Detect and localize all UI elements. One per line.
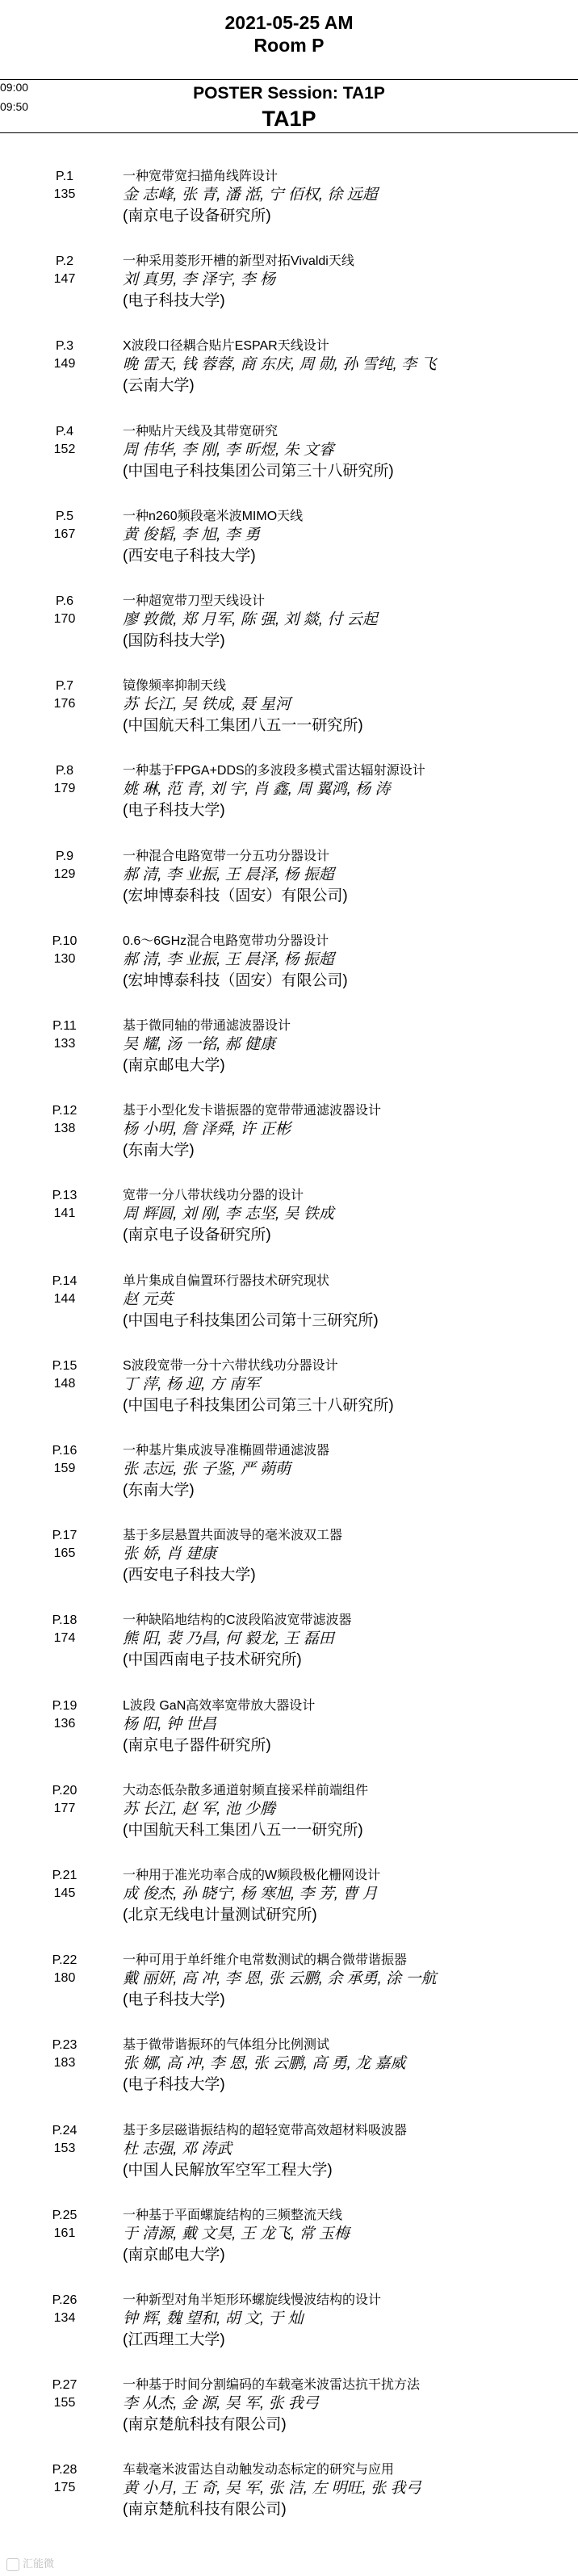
paper-id: 133: [53, 1037, 76, 1051]
paper-affiliation: (东南大学): [123, 1482, 195, 1499]
paper-title: 一种超宽带刀型天线设计: [123, 594, 266, 608]
paper-details: [123, 762, 575, 821]
paper-title: 大动态低杂散多通道射频直接采样前端组件: [123, 1784, 369, 1798]
paper-authors: 赵 元英: [123, 1291, 174, 1308]
paper-authors: 李 从杰, 金 源, 吴 军, 张 我弓: [123, 2395, 319, 2412]
paper-number: P.10: [52, 934, 77, 948]
paper-title: 基于多层磁谐振结构的超轻宽带高效超材料吸波器: [123, 2124, 408, 2138]
paper-number: P.15: [52, 1359, 77, 1373]
paper-id: 170: [53, 612, 76, 626]
paper-affiliation: (江西理工大学): [123, 2331, 225, 2348]
paper-number-block: [48, 1952, 81, 1987]
paper-id: 149: [53, 357, 76, 371]
paper-authors: 周 伟华, 李 刚, 李 昕煜, 朱 文睿: [123, 442, 334, 459]
paper-number-block: [48, 2122, 81, 2158]
paper-id: 165: [53, 1546, 76, 1560]
paper-authors: 张 娜, 高 冲, 李 恩, 张 云鹏, 高 勇, 龙 嘉威: [123, 2055, 406, 2072]
paper-details: [123, 168, 575, 227]
paper-title: L波段 GaN高效率宽带放大器设计: [123, 1699, 316, 1713]
paper-id: 141: [53, 1206, 76, 1220]
paper-number: P.19: [52, 1699, 77, 1713]
paper-number-block: [48, 1442, 81, 1478]
paper-number: P.11: [52, 1019, 77, 1033]
paper-affiliation: (北京无线电计量测试研究所): [123, 1907, 317, 1924]
paper-title: 基于微同轴的带通滤波器设计: [123, 1019, 291, 1033]
paper-affiliation: (电子科技大学): [123, 802, 225, 819]
paper-authors: 周 辉圆, 刘 刚, 李 志坚, 吴 铁成: [123, 1206, 334, 1223]
paper-affiliation: (东南大学): [123, 1142, 195, 1159]
paper-number: P.23: [52, 2038, 77, 2052]
paper-number-block: [48, 1273, 81, 1308]
paper-title: 一种可用于单纤维介电常数测试的耦合微带谐振器: [123, 1953, 408, 1967]
paper-title: X波段口径耦合贴片ESPAR天线设计: [123, 339, 329, 353]
paper-id: 167: [53, 527, 76, 541]
paper-title: 一种基于FPGA+DDS的多波段多模式雷达辐射源设计: [123, 764, 425, 778]
paper-number-block: [48, 253, 81, 288]
paper-affiliation: (中国电子科技集团公司第三十八研究所): [123, 463, 394, 480]
paper-details: [123, 508, 575, 567]
paper-number-block: [48, 678, 81, 713]
paper-authors: 苏 长江, 吴 铁成, 聂 星河: [123, 696, 291, 713]
paper-number-block: [48, 423, 81, 459]
paper-title: 镜像频率抑制天线: [123, 679, 227, 693]
paper-number: P.20: [52, 1784, 77, 1798]
paper-affiliation: (中国电子科技集团公司第十三研究所): [123, 1312, 379, 1329]
paper-affiliation: (南京楚航科技有限公司): [123, 2416, 287, 2433]
paper-title: 宽带一分八带状线功分器的设计: [123, 1189, 304, 1202]
paper-number-block: [48, 2037, 81, 2072]
paper-authors: 苏 长江, 赵 军, 池 少腾: [123, 1801, 275, 1818]
paper-id: 147: [53, 272, 76, 286]
paper-title: 一种宽带宽扫描角线阵设计: [123, 170, 279, 183]
paper-affiliation: (南京电子器件研究所): [123, 1737, 271, 1754]
paper-number: P.1: [56, 170, 73, 183]
paper-authors: 刘 真男, 李 泽宇, 李 杨: [123, 271, 275, 288]
paper-number-block: [48, 2207, 81, 2242]
paper-number: P.28: [52, 2463, 77, 2477]
paper-details: [123, 1527, 575, 1586]
paper-number: P.21: [52, 1869, 77, 1882]
paper-details: [123, 1017, 575, 1076]
paper-affiliation: (西安电子科技大学): [123, 1567, 256, 1584]
paper-id: 176: [53, 697, 76, 711]
paper-details: [123, 1867, 575, 1926]
paper-authors: 杨 阳, 钟 世昌: [123, 1716, 217, 1733]
paper-number-block: [48, 1187, 81, 1223]
paper-details: [123, 933, 575, 992]
paper-authors: 张 娇, 肖 建康: [123, 1546, 217, 1563]
paper-number: P.13: [52, 1189, 77, 1202]
session-start-time: 09:00: [0, 81, 29, 94]
paper-affiliation: (南京邮电大学): [123, 1057, 225, 1074]
paper-authors: 晚 雷天, 钱 蓉蓉, 商 东庆, 周 勋, 孙 雪纯, 李 飞: [123, 356, 437, 373]
paper-details: [123, 1952, 575, 2011]
paper-affiliation: (中国航天科工集团八五一一研究所): [123, 1822, 363, 1839]
paper-title: 一种混合电路宽带一分五功分器设计: [123, 850, 330, 863]
paper-number-block: [48, 2377, 81, 2412]
paper-number-block: [48, 762, 81, 798]
paper-title: S波段宽带一分十六带状线功分器设计: [123, 1359, 338, 1373]
session-code: TA1P: [262, 107, 316, 131]
paper-authors: 黄 俊韬, 李 旭, 李 勇: [123, 527, 260, 543]
watermark-logo-icon: [6, 2558, 19, 2571]
paper-authors: 钟 辉, 魏 望和, 胡 文, 于 灿: [123, 2310, 304, 2327]
paper-number: P.3: [56, 339, 73, 353]
paper-id: 138: [53, 1122, 76, 1135]
paper-title: 基于小型化发卡谐振器的宽带带通滤波器设计: [123, 1104, 382, 1118]
paper-details: [123, 1612, 575, 1671]
paper-details: [123, 593, 575, 652]
session-divider: [0, 132, 578, 133]
paper-number-block: [48, 2461, 81, 2497]
paper-id: 183: [53, 2056, 76, 2070]
paper-authors: 戴 丽妍, 高 冲, 李 恩, 张 云鹏, 余 承勇, 涂 一航: [123, 1970, 437, 1987]
paper-details: [123, 1187, 575, 1246]
paper-affiliation: (电子科技大学): [123, 1991, 225, 2008]
paper-number-block: [48, 338, 81, 373]
paper-title: 一种贴片天线及其带宽研究: [123, 425, 279, 438]
paper-number: P.22: [52, 1953, 77, 1967]
paper-title: 一种基片集成波导准椭圆带通滤波器: [123, 1444, 330, 1458]
paper-number: P.2: [56, 254, 73, 268]
paper-number: P.26: [52, 2293, 77, 2307]
paper-title: 一种n260频段毫米波MIMO天线: [123, 510, 304, 523]
paper-authors: 郝 清, 李 业振, 王 晨泽, 杨 振超: [123, 866, 334, 883]
paper-number-block: [48, 593, 81, 628]
paper-affiliation: (中国人民解放军空军工程大学): [123, 2162, 333, 2179]
paper-affiliation: (南京邮电大学): [123, 2247, 225, 2263]
paper-details: [123, 253, 575, 312]
paper-details: [123, 1442, 575, 1501]
paper-id: 136: [53, 1717, 76, 1731]
paper-affiliation: (宏坤博泰科技（固安）有限公司): [123, 972, 348, 989]
paper-id: 161: [53, 2226, 76, 2240]
paper-id: 159: [53, 1462, 76, 1475]
paper-id: 152: [53, 443, 76, 456]
paper-id: 177: [53, 1802, 76, 1815]
paper-affiliation: (中国西南电子技术研究所): [123, 1651, 302, 1668]
paper-title: 一种基于时间分割编码的车载毫米波雷达抗干扰方法: [123, 2378, 421, 2392]
paper-number-block: [48, 1527, 81, 1563]
paper-authors: 于 清源, 戴 文昊, 王 龙飞, 常 玉梅: [123, 2226, 350, 2242]
paper-id: 180: [53, 1971, 76, 1985]
room-label: Room P: [253, 35, 325, 56]
paper-number-block: [48, 1357, 81, 1393]
paper-affiliation: (南京电子设备研究所): [123, 208, 271, 224]
paper-title: 一种用于准光功率合成的W频段极化栅网设计: [123, 1869, 381, 1882]
paper-affiliation: (云南大学): [123, 377, 195, 394]
watermark: [6, 2555, 54, 2571]
paper-title: 单片集成自偏置环行器技术研究现状: [123, 1274, 330, 1288]
paper-affiliation: (电子科技大学): [123, 292, 225, 309]
paper-number-block: [48, 933, 81, 968]
paper-number: P.4: [56, 425, 73, 438]
paper-number: P.7: [56, 679, 73, 693]
paper-affiliation: (国防科技大学): [123, 632, 225, 649]
paper-id: 148: [53, 1377, 76, 1391]
paper-number-block: [48, 1017, 81, 1053]
paper-authors: 黄 小月, 王 奇, 吴 军, 张 洁, 左 明旺, 张 我弓: [123, 2480, 421, 2497]
paper-authors: 张 志远, 张 子鉴, 严 蒴萌: [123, 1461, 291, 1478]
paper-number-block: [48, 1612, 81, 1647]
paper-id: 130: [53, 952, 76, 966]
paper-details: [123, 2461, 575, 2520]
paper-number-block: [48, 1867, 81, 1903]
paper-authors: 杜 志强, 邓 涛武: [123, 2141, 232, 2158]
paper-details: [123, 1782, 575, 1841]
paper-title: 一种新型对角半矩形环螺旋线慢波结构的设计: [123, 2293, 382, 2307]
paper-details: [123, 1102, 575, 1161]
paper-title: 一种基于平面螺旋结构的三频整流天线: [123, 2209, 343, 2222]
paper-affiliation: (西安电子科技大学): [123, 548, 256, 564]
paper-details: [123, 2377, 575, 2435]
paper-details: [123, 1273, 575, 1332]
paper-details: [123, 2292, 575, 2351]
paper-affiliation: (南京电子设备研究所): [123, 1227, 271, 1244]
paper-number: P.9: [56, 850, 73, 863]
paper-title: 车载毫米波雷达自动触发动态标定的研究与应用: [123, 2463, 395, 2477]
paper-details: [123, 848, 575, 907]
paper-id: 175: [53, 2481, 76, 2494]
paper-affiliation: (宏坤博泰科技（固安）有限公司): [123, 887, 348, 904]
paper-id: 153: [53, 2142, 76, 2155]
paper-authors: 吴 耀, 汤 一铭, 郝 健康: [123, 1036, 275, 1053]
paper-id: 179: [53, 782, 76, 795]
paper-number-block: [48, 1782, 81, 1818]
header-divider: [0, 79, 578, 80]
paper-details: [123, 2207, 575, 2266]
paper-details: [123, 423, 575, 482]
paper-number: P.5: [56, 510, 73, 523]
paper-id: 144: [53, 1292, 76, 1306]
paper-number-block: [48, 1102, 81, 1138]
paper-title: 基于微带谐振环的气体组分比例测试: [123, 2038, 330, 2052]
paper-affiliation: (中国电子科技集团公司第三十八研究所): [123, 1397, 394, 1414]
paper-details: [123, 2122, 575, 2181]
schedule-date: 2021-05-25 AM: [224, 12, 354, 33]
paper-number-block: [48, 848, 81, 883]
paper-authors: 郝 清, 李 业振, 王 晨泽, 杨 振超: [123, 951, 334, 968]
paper-id: 145: [53, 1886, 76, 1900]
paper-number-block: [48, 168, 81, 203]
paper-number-block: [48, 2292, 81, 2327]
paper-title: 0.6～6GHz混合电路宽带功分器设计: [123, 934, 329, 948]
paper-title: 一种采用菱形开槽的新型对拓Vivaldi天线: [123, 254, 354, 268]
paper-authors: 成 俊杰, 孙 晓宁, 杨 寒旭, 李 芳, 曹 月: [123, 1886, 378, 1903]
watermark-text: 汇能微: [23, 2557, 55, 2570]
paper-authors: 姚 琳, 范 青, 刘 宇, 肖 鑫, 周 翼鸿, 杨 涛: [123, 781, 391, 798]
paper-number: P.16: [52, 1444, 77, 1458]
paper-affiliation: (中国航天科工集团八五一一研究所): [123, 717, 363, 734]
paper-id: 129: [53, 867, 76, 881]
paper-number: P.25: [52, 2209, 77, 2222]
paper-details: [123, 2037, 575, 2096]
paper-id: 135: [53, 187, 76, 201]
paper-authors: 杨 小明, 詹 泽舜, 许 正彬: [123, 1121, 291, 1138]
paper-number-block: [48, 508, 81, 543]
paper-number: P.24: [52, 2124, 77, 2138]
paper-authors: 廖 敦微, 郑 月军, 陈 强, 刘 燚, 付 云起: [123, 611, 378, 628]
paper-number: P.18: [52, 1613, 77, 1627]
paper-number: P.14: [52, 1274, 77, 1288]
paper-number: P.8: [56, 764, 73, 778]
paper-number-block: [48, 1697, 81, 1733]
paper-details: [123, 678, 575, 736]
paper-authors: 丁 萍, 杨 迎, 方 南军: [123, 1376, 260, 1393]
paper-number: P.17: [52, 1529, 77, 1542]
paper-authors: 熊 阳, 裴 乃昌, 何 毅龙, 王 磊田: [123, 1630, 334, 1647]
session-end-time: 09:50: [0, 100, 29, 113]
paper-number: P.6: [56, 594, 73, 608]
paper-id: 134: [53, 2311, 76, 2325]
paper-details: [123, 1357, 575, 1416]
paper-details: [123, 1697, 575, 1756]
paper-details: [123, 338, 575, 396]
schedule-header: [0, 0, 578, 57]
paper-authors: 金 志峰, 张 青, 潘 湉, 宁 佰权, 徐 远超: [123, 187, 378, 203]
paper-affiliation: (电子科技大学): [123, 2076, 225, 2093]
paper-title: 一种缺陷地结构的C波段陷波宽带滤波器: [123, 1613, 352, 1627]
paper-id: 174: [53, 1631, 76, 1645]
paper-affiliation: (南京楚航科技有限公司): [123, 2501, 287, 2518]
session-title: POSTER Session: TA1P: [193, 84, 385, 103]
paper-title: 基于多层悬置共面波导的毫米波双工器: [123, 1529, 343, 1542]
paper-number: P.27: [52, 2378, 77, 2392]
paper-id: 155: [53, 2396, 76, 2410]
paper-number: P.12: [52, 1104, 77, 1118]
